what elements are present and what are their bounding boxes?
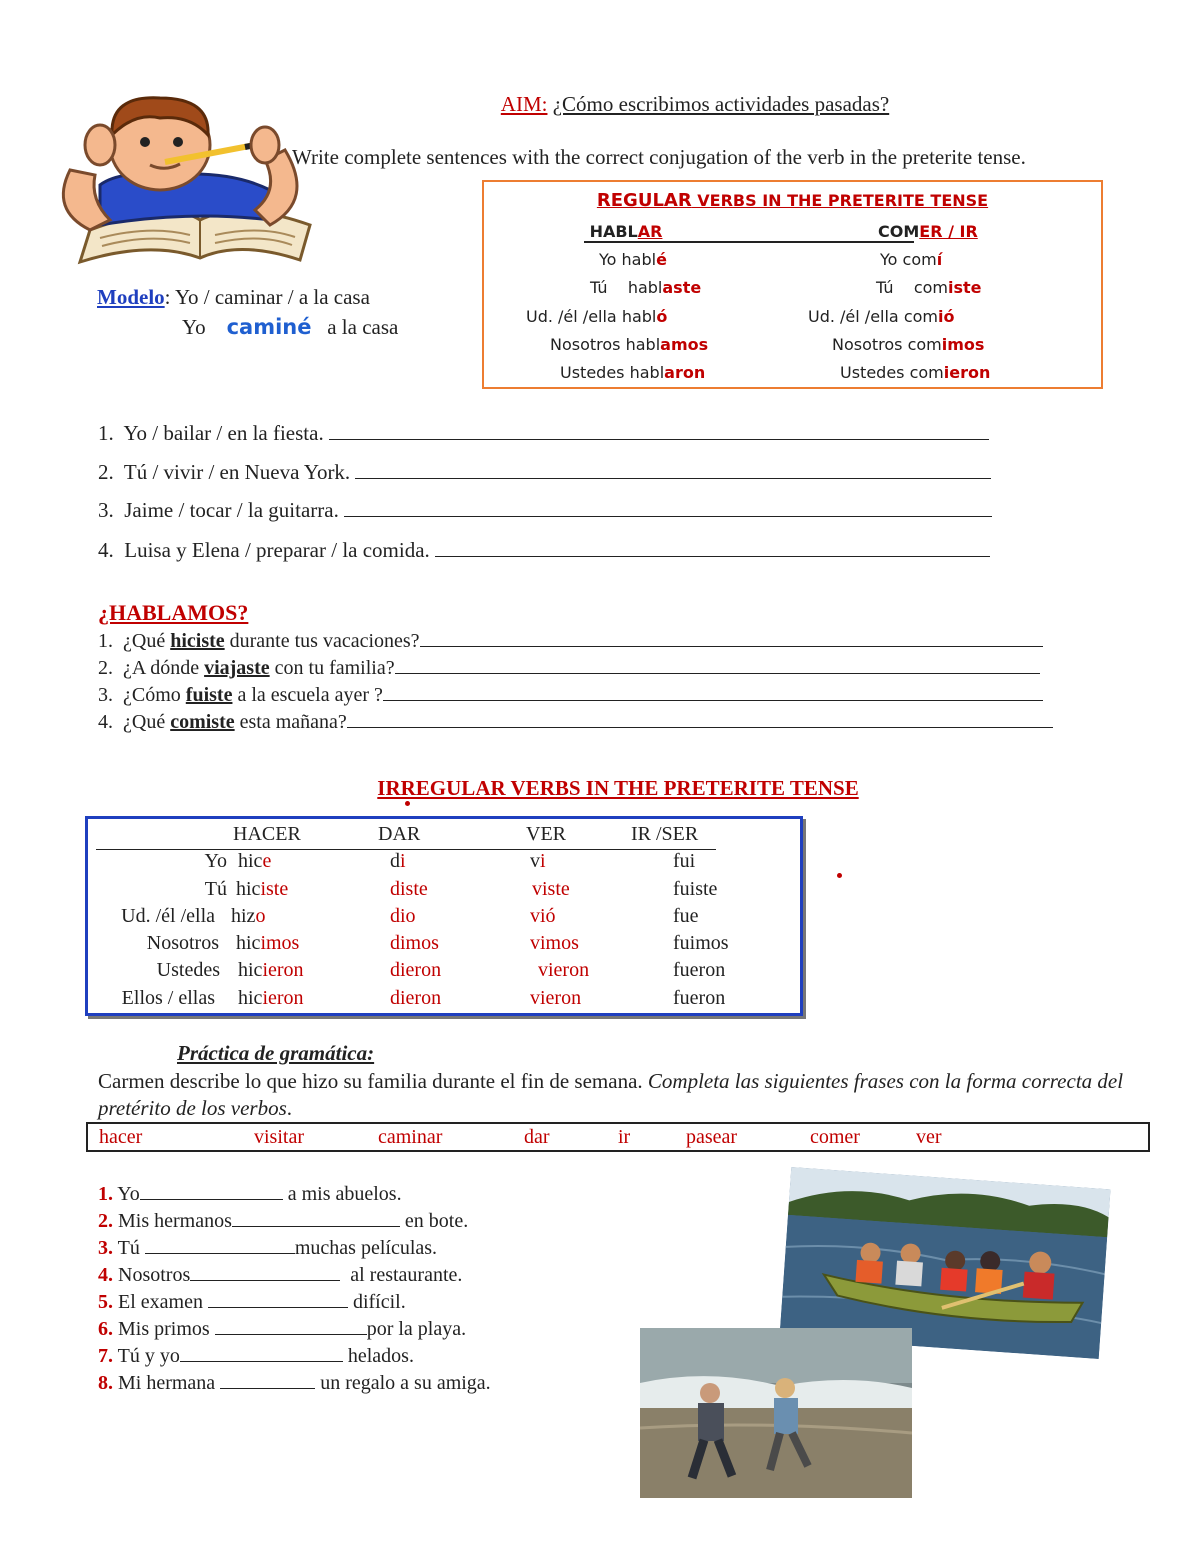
irregular-subject-nosotros: Nosotros	[146, 932, 219, 954]
modelo-answer-subject: Yo	[182, 315, 206, 339]
practice-item-7: 7. Tú y yo helados.	[98, 1345, 414, 1367]
practica-description	[98, 1068, 1148, 1122]
regular-box-title-big: REGULAR	[596, 190, 692, 211]
word-bank	[86, 1122, 1150, 1152]
irregular-title: IRREGULAR VERBS IN THE PRETERITE TENSE	[377, 776, 859, 800]
practice-item-5: 5. El examen difícil.	[98, 1291, 406, 1313]
irregular-cell: viste	[532, 878, 570, 900]
regular-row-yo-er: Yo comí	[880, 250, 943, 269]
regular-row-ustedes-er: Ustedes comieron	[840, 363, 991, 382]
comer-ir-header	[878, 222, 978, 241]
irregular-cell: fuimos	[673, 932, 729, 954]
practica-desc-italic: Completa las siguientes frases con la forma correcta del pretérito de los verbos	[98, 1069, 1124, 1120]
exercise-3-answer-line[interactable]	[344, 515, 992, 517]
irregular-cell: hizo	[231, 905, 266, 927]
exercise-3	[98, 498, 992, 523]
regular-box-title	[484, 190, 1101, 211]
exercise-1-text: 1. Yo / bailar / en la fiesta.	[98, 421, 324, 445]
word-bank-item: ver	[916, 1126, 942, 1148]
irregular-verbs-box	[85, 816, 803, 1016]
irregular-cell: hiciste	[236, 878, 289, 900]
practice-blank[interactable]	[180, 1360, 343, 1362]
beach-jogging-photo	[640, 1328, 912, 1498]
irregular-cell: fueron	[673, 959, 726, 981]
regular-box-title-rest: VERBS IN THE PRETERITE TENSE	[691, 191, 989, 210]
irregular-cell: vi	[530, 850, 546, 872]
irregular-cell: fueron	[673, 987, 726, 1009]
practice-blank[interactable]	[145, 1252, 295, 1254]
irregular-cell: di	[390, 850, 406, 872]
word-bank-item: ir	[618, 1126, 631, 1148]
irregular-header-ver: VER	[526, 823, 566, 845]
practice-item-1: 1. Yo a mis abuelos.	[98, 1183, 402, 1205]
exercise-2-text: 2. Tú / vivir / en Nueva York.	[98, 460, 351, 484]
practice-item-8: 8. Mi hermana un regalo a su amiga.	[98, 1372, 491, 1394]
irregular-cell: dimos	[390, 932, 439, 954]
word-bank-item: hacer	[99, 1126, 143, 1148]
regular-row-nosotros-er: Nosotros comimos	[832, 335, 985, 354]
irregular-header-ir-ser: IR /SER	[631, 823, 699, 845]
practice-blank[interactable]	[208, 1306, 348, 1308]
modelo-prompt-line	[97, 282, 398, 312]
irregular-header-rule	[96, 849, 716, 850]
practice-item-2: 2. Mis hermanos en bote.	[98, 1210, 469, 1232]
exercise-1-answer-line[interactable]	[329, 438, 989, 440]
practice-blank[interactable]	[190, 1279, 340, 1281]
irregular-cell: vió	[530, 905, 556, 927]
irregular-cell: fui	[673, 850, 696, 872]
irregular-cell: fuiste	[673, 878, 718, 900]
hablar-header-stem: HABL	[589, 222, 638, 241]
modelo-example	[97, 282, 398, 342]
irregular-cell: hicimos	[236, 932, 300, 954]
practica-title: Práctica de gramática:	[177, 1041, 375, 1065]
practice-item-6: 6. Mis primos por la playa.	[98, 1318, 467, 1340]
exercise-4	[98, 538, 990, 563]
red-dot-marker	[405, 801, 410, 806]
regular-row-yo-ar: Yo hablé	[599, 250, 667, 269]
hablamos-question-2: 2. ¿A dónde viajaste con tu familia?	[98, 657, 1040, 680]
modelo-answer-rest: a la casa	[327, 315, 399, 339]
regular-verbs-box	[482, 180, 1103, 389]
exercise-4-answer-line[interactable]	[435, 555, 990, 557]
irregular-cell: vimos	[530, 932, 579, 954]
word-bank-item: visitar	[254, 1126, 304, 1148]
regular-row-ud-er: Ud. /él /ella comió	[808, 307, 955, 326]
hablamos-title: ¿HABLAMOS?	[98, 600, 249, 625]
practice-blank[interactable]	[220, 1387, 315, 1389]
exercise-1	[98, 421, 989, 446]
hablamos-question-3: 3. ¿Cómo fuiste a la escuela ayer ?	[98, 684, 1043, 707]
hablar-header	[584, 222, 914, 243]
irregular-subject-ustedes: Ustedes	[156, 959, 220, 981]
hablamos-question-4: 4. ¿Qué comiste esta mañana?	[98, 711, 1053, 734]
practice-item-3: 3. Tú muchas películas.	[98, 1237, 438, 1259]
irregular-subject-yo: Yo	[204, 850, 227, 872]
irregular-subject-ellos: Ellos / ellas	[121, 987, 215, 1009]
exercise-3-text: 3. Jaime / tocar / la guitarra.	[98, 498, 339, 522]
red-dot-marker	[837, 873, 842, 878]
hablamos-answer-line-3[interactable]	[383, 699, 1043, 701]
instructions: Write complete sentences with the correct conjugation of the verb in the preterite tense.	[292, 145, 1026, 169]
irregular-header-dar: DAR	[378, 823, 421, 845]
irregular-subject-tu: Tú	[204, 878, 227, 900]
word-bank-item: caminar	[378, 1126, 443, 1148]
hablamos-answer-line-1[interactable]	[420, 645, 1043, 647]
practice-item-4: 4. Nosotros al restaurante.	[98, 1264, 463, 1286]
irregular-cell: vieron	[530, 987, 582, 1009]
exercise-2	[98, 460, 991, 485]
regular-row-tu-er: Tú comiste	[876, 278, 982, 297]
word-bank-item: comer	[810, 1126, 860, 1148]
irregular-cell: diste	[390, 878, 428, 900]
irregular-cell: fue	[673, 905, 699, 927]
aim-label: AIM:	[500, 92, 548, 116]
hablamos-question-1: 1. ¿Qué hiciste durante tus vacaciones?	[98, 630, 1043, 653]
regular-row-ustedes-ar: Ustedes hablaron	[560, 363, 706, 382]
hablar-header-end: AR	[637, 222, 663, 241]
exercise-2-answer-line[interactable]	[355, 477, 991, 479]
aim-question: ¿Cómo escribimos actividades pasadas?	[552, 92, 890, 116]
practica-desc-plain: Carmen describe lo que hizo su familia durante el fin de semana.	[98, 1069, 648, 1093]
modelo-prompt: : Yo / caminar / a la casa	[164, 285, 370, 309]
practice-blank[interactable]	[140, 1198, 283, 1200]
irregular-cell: dio	[390, 905, 416, 927]
regular-row-nosotros-ar: Nosotros hablamos	[550, 335, 709, 354]
exercise-4-text: 4. Luisa y Elena / preparar / la comida.	[98, 538, 430, 562]
irregular-cell: dieron	[390, 987, 442, 1009]
irregular-cell: vieron	[538, 959, 590, 981]
hablamos-answer-line-4[interactable]	[347, 726, 1053, 728]
irregular-cell: dieron	[390, 959, 442, 981]
comer-header-stem: COM	[878, 222, 920, 241]
irregular-header-hacer: HACER	[233, 823, 301, 845]
irregular-cell: hice	[238, 850, 272, 872]
regular-row-tu-ar: Tú hablaste	[590, 278, 702, 297]
practica-desc-end: .	[286, 1096, 293, 1120]
practice-blank[interactable]	[215, 1333, 367, 1335]
word-bank-item: pasear	[686, 1126, 738, 1148]
irregular-cell: hicieron	[238, 959, 304, 981]
modelo-answer-line	[97, 312, 398, 342]
modelo-label: Modelo	[97, 285, 165, 309]
practice-blank[interactable]	[232, 1225, 400, 1227]
irregular-subject-ud: Ud. /él /ella	[121, 905, 215, 927]
comer-header-end: ER / IR	[919, 222, 978, 241]
regular-row-ud-ar: Ud. /él /ella habló	[526, 307, 668, 326]
word-bank-item: dar	[524, 1126, 550, 1148]
aim-heading	[0, 92, 1200, 117]
modelo-answer-verb: caminé	[226, 315, 312, 339]
irregular-cell: hicieron	[238, 987, 304, 1009]
hablamos-answer-line-2[interactable]	[395, 672, 1040, 674]
student-cartoon-image	[40, 90, 320, 270]
